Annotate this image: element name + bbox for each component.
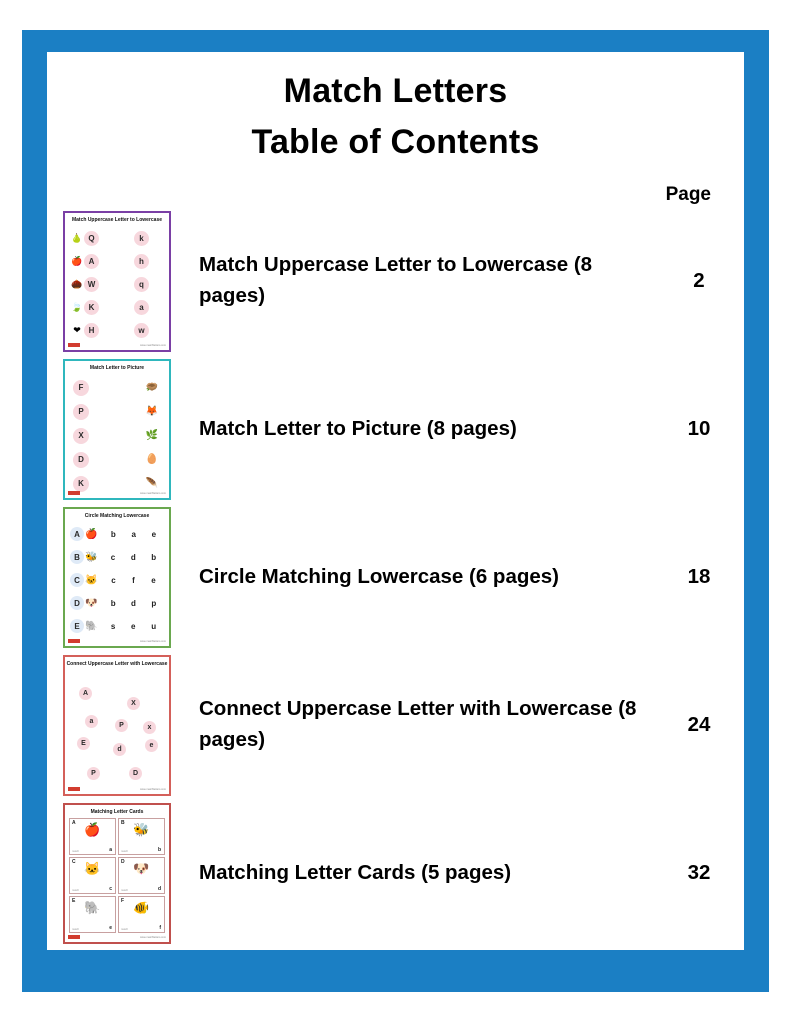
- card-lower-letter: d: [157, 886, 161, 893]
- cat-icon: 🐱: [85, 574, 98, 586]
- letter-bubble: A: [70, 527, 84, 541]
- letter-bubble: X: [73, 428, 89, 444]
- thumbnail-footer-text: www.matchletters.com: [140, 491, 166, 495]
- thumbnail-wrap[interactable]: [47, 803, 187, 944]
- card-mini-footer: match: [121, 849, 129, 853]
- letter-bubble: k: [134, 231, 149, 246]
- option: e: [151, 575, 156, 585]
- card-mini-footer: match: [72, 889, 80, 893]
- thumbnail-row: [65, 615, 169, 638]
- letter-card: [118, 818, 165, 855]
- option: c: [111, 575, 116, 585]
- card-mini-footer: match: [72, 849, 80, 853]
- letter-bubble: a: [134, 300, 149, 315]
- option: u: [151, 621, 157, 631]
- option: e: [131, 621, 136, 631]
- worksheet-thumbnail-circle-matching-lowercase[interactable]: [63, 507, 171, 648]
- worksheet-thumbnail-match-uppercase-to-lowercase[interactable]: [63, 211, 171, 352]
- option-group: [99, 553, 164, 562]
- thumbnail-row: [65, 569, 169, 592]
- page-column-header: Page: [665, 184, 711, 205]
- toc-entry-page: 24: [687, 713, 711, 736]
- toc-entry[interactable]: [47, 651, 744, 799]
- elephant-icon: 🐘: [84, 900, 101, 916]
- toc-entry[interactable]: [47, 207, 744, 355]
- thumbnail-row: [65, 296, 169, 319]
- card-lower-letter: f: [159, 925, 161, 932]
- title-line-2: Table of Contents: [251, 123, 540, 161]
- dog-icon: 🐶: [85, 597, 98, 609]
- fox-icon: 🦊: [145, 406, 159, 417]
- letter-card: [118, 896, 165, 933]
- thumbnail-row: [65, 376, 169, 400]
- leaf-icon: 🌿: [145, 430, 159, 441]
- thumbnail-footer: [68, 935, 166, 940]
- letter-node: X: [127, 697, 140, 710]
- letter-node: d: [113, 743, 126, 756]
- thumbnail-rows: [65, 523, 169, 638]
- toc-entry-page: 10: [687, 417, 711, 440]
- thumbnail-wrap[interactable]: [47, 211, 187, 352]
- bee-icon: 🐝: [133, 821, 150, 837]
- brand-tag: [68, 491, 80, 495]
- option: d: [130, 552, 136, 562]
- card-grid: [69, 818, 165, 934]
- card-lower-letter: e: [109, 925, 112, 932]
- letter-node: x: [143, 721, 156, 734]
- letter-bubble: K: [73, 476, 89, 492]
- pear-icon: 🍐: [71, 232, 83, 243]
- letter-bubble: P: [73, 404, 89, 420]
- worksheet-thumbnail-connect-uppercase-with-lowercase[interactable]: [63, 655, 171, 796]
- letter-card: [118, 857, 165, 894]
- thumbnail-wrap[interactable]: [47, 359, 187, 500]
- card-upper-letter: A: [72, 819, 76, 826]
- page-title: [47, 66, 744, 168]
- page-sheet: [47, 52, 744, 950]
- apple-icon: 🍎: [71, 255, 83, 266]
- option: b: [151, 552, 157, 562]
- thumbnail-heading: Circle Matching Lowercase: [84, 512, 150, 519]
- card-lower-letter: b: [157, 846, 161, 853]
- thumbnail-heading: Match Letter to Picture: [89, 364, 145, 371]
- thumbnail-footer-text: www.matchletters.com: [140, 639, 166, 643]
- toc-entry-label: Match Uppercase Letter to Lowercase (8 pages): [199, 253, 593, 307]
- worksheet-thumbnail-match-letter-to-picture[interactable]: [63, 359, 171, 500]
- cat-icon: 🐱: [84, 860, 101, 876]
- thumbnail-footer: [68, 491, 166, 496]
- worksheet-thumbnail-matching-letter-cards[interactable]: [63, 803, 171, 944]
- brand-tag: [68, 639, 80, 643]
- letter-bubble: H: [84, 323, 99, 338]
- card-upper-letter: F: [121, 898, 125, 905]
- letter-node: e: [145, 739, 158, 752]
- elephant-icon: 🐘: [85, 620, 98, 632]
- brand-tag: [68, 343, 80, 347]
- acorn-icon: 🌰: [71, 278, 83, 289]
- thumbnail-footer-text: www.matchletters.com: [140, 935, 166, 939]
- letter-node: A: [79, 687, 92, 700]
- thumbnail-row: [65, 250, 169, 273]
- option: e: [151, 529, 157, 539]
- option-group: [99, 622, 164, 631]
- letter-node: D: [129, 767, 142, 780]
- heart-icon: ❤: [73, 324, 81, 335]
- toc-entry[interactable]: [47, 799, 744, 947]
- thumbnail-heading: Match Uppercase Letter to Lowercase: [71, 216, 163, 223]
- letter-bubble: D: [73, 452, 89, 468]
- card-mini-footer: match: [72, 928, 80, 932]
- option: d: [131, 598, 136, 608]
- egg-icon: 🥚: [145, 454, 159, 465]
- thumbnail-row: [65, 400, 169, 424]
- toc-entry-label: Connect Uppercase Letter with Lowercase (8 pages): [199, 697, 637, 751]
- thumbnail-footer-text: www.matchletters.com: [140, 343, 166, 347]
- letter-bubble: D: [70, 596, 84, 610]
- toc-entry-page: 32: [687, 861, 711, 884]
- nest-icon: 🪹: [145, 382, 159, 393]
- letter-card: [69, 818, 116, 855]
- option: c: [110, 552, 116, 562]
- thumbnail-row: [65, 448, 169, 472]
- letter-node: P: [115, 719, 128, 732]
- thumbnail-row: [65, 424, 169, 448]
- card-upper-letter: B: [121, 819, 125, 826]
- option-group: [99, 576, 164, 585]
- thumbnail-heading: Matching Letter Cards: [90, 808, 144, 815]
- option-group: [99, 599, 164, 608]
- toc-entry-label: Match Letter to Picture (8 pages): [199, 416, 517, 440]
- bee-icon: 🐝: [85, 551, 98, 563]
- card-upper-letter: E: [72, 898, 76, 905]
- feather-icon: 🪶: [145, 478, 159, 489]
- thumbnail-footer: [68, 343, 166, 348]
- brand-tag: [68, 787, 80, 791]
- connect-field: [65, 679, 169, 784]
- apple-icon: 🍎: [84, 821, 101, 837]
- thumbnail-rows: [65, 227, 169, 342]
- card-lower-letter: a: [109, 846, 112, 853]
- letter-card: [69, 896, 116, 933]
- letter-node: E: [77, 737, 90, 750]
- letter-bubble: h: [134, 254, 149, 269]
- card-mini-footer: match: [121, 889, 129, 893]
- thumbnail-row: [65, 523, 169, 546]
- toc-entry-label: Circle Matching Lowercase (6 pages): [199, 564, 560, 588]
- toc-entry[interactable]: [47, 503, 744, 651]
- letter-node: P: [87, 767, 100, 780]
- leaf-icon: 🍃: [71, 301, 83, 312]
- letter-bubble: W: [84, 277, 99, 292]
- option: b: [110, 529, 116, 539]
- toc-entry[interactable]: [47, 355, 744, 503]
- option: b: [110, 598, 116, 608]
- thumbnail-row: [65, 592, 169, 615]
- letter-bubble: C: [70, 573, 84, 587]
- letter-card: [69, 857, 116, 894]
- option: p: [151, 598, 157, 608]
- option: a: [131, 529, 136, 539]
- brand-tag: [68, 935, 80, 939]
- letter-bubble: F: [73, 380, 89, 396]
- option-group: [99, 530, 164, 539]
- letter-bubble: A: [84, 254, 99, 269]
- card-upper-letter: C: [72, 858, 76, 865]
- letter-bubble: K: [84, 300, 99, 315]
- thumbnail-row: [65, 227, 169, 250]
- letter-bubble: E: [70, 619, 84, 633]
- letter-bubble: w: [134, 323, 149, 338]
- letter-bubble: q: [134, 277, 149, 292]
- card-mini-footer: match: [121, 928, 129, 932]
- fish-icon: 🐠: [133, 900, 150, 916]
- toc-entry-label: Matching Letter Cards (5 pages): [199, 860, 512, 884]
- thumbnail-row: [65, 273, 169, 296]
- thumbnail-row: [65, 546, 169, 569]
- card-upper-letter: D: [121, 858, 125, 865]
- dog-icon: 🐶: [133, 860, 150, 876]
- letter-bubble: Q: [84, 231, 99, 246]
- letter-bubble: B: [70, 550, 84, 564]
- option: s: [110, 621, 116, 631]
- thumbnail-wrap[interactable]: [47, 655, 187, 796]
- title-line-1: Match Letters: [283, 72, 508, 110]
- option: f: [132, 575, 135, 585]
- card-lower-letter: c: [109, 886, 112, 893]
- thumbnail-footer: [68, 639, 166, 644]
- thumbnail-wrap[interactable]: [47, 507, 187, 648]
- toc-entry-page: 2: [693, 269, 705, 292]
- thumbnail-rows: [65, 376, 169, 496]
- toc-list: [47, 207, 744, 947]
- thumbnail-heading: Connect Uppercase Letter with Lowercase: [66, 660, 168, 667]
- letter-node: a: [85, 715, 98, 728]
- thumbnail-footer-text: www.matchletters.com: [140, 787, 166, 791]
- thumbnail-row: [65, 319, 169, 342]
- thumbnail-footer: [68, 787, 166, 792]
- toc-entry-page: 18: [687, 565, 711, 588]
- apple-icon: 🍎: [85, 528, 98, 540]
